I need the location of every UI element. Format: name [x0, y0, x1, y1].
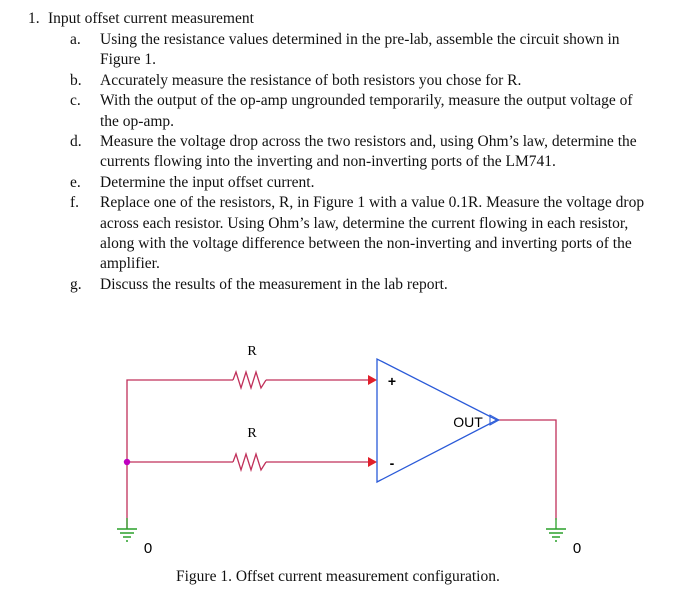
- minus-label: -: [389, 455, 395, 471]
- step-text: Discuss the results of the measurement in the lab report.: [100, 275, 448, 293]
- step-text: Determine the input offset current.: [100, 173, 315, 191]
- ground-left-label: 0: [143, 540, 153, 557]
- figure-caption: Figure 1. Offset current measurement configuration.: [176, 568, 500, 585]
- step-text: Using the resistance values determined in the pre-lab, assemble the circuit shown in Figure 1.: [100, 31, 620, 69]
- resistor-bottom: [233, 454, 266, 470]
- ground-left-symbol: [117, 518, 137, 541]
- resistor-top: [233, 372, 266, 388]
- ground-right-symbol: [546, 518, 566, 541]
- step-text: With the output of the op-amp ungrounded temporarily, measure the output voltage of the op-amp.: [100, 92, 633, 130]
- resistor-bottom-label: R: [247, 426, 257, 441]
- step-marker: b.: [70, 71, 82, 89]
- step-text: Accurately measure the resistance of both resistors you chose for R.: [100, 71, 522, 89]
- plus-label: +: [387, 373, 397, 389]
- junction-node: [124, 459, 130, 465]
- step-marker: g.: [70, 275, 82, 293]
- section-title: Input offset current measurement: [48, 10, 254, 27]
- arrow-minus: [368, 457, 377, 467]
- step-marker: a.: [70, 31, 81, 48]
- step-marker: e.: [70, 173, 81, 191]
- ground-right-label: 0: [572, 540, 582, 557]
- arrow-plus: [368, 375, 377, 385]
- step-text: Replace one of the resistors, R, in Figure 1 with a value 0.1R. Measure the voltage drop across each resistor. Using Ohm’s law, determine the current flowing in each resistor, along with the voltage difference between the non-inverting and inverting ports of the amplifier.: [100, 194, 645, 273]
- step-marker: d.: [70, 133, 82, 151]
- wire-output: [498, 420, 556, 520]
- output-label: OUT: [453, 414, 483, 430]
- section-number: 1.: [28, 10, 40, 27]
- wire-top: [127, 380, 233, 529]
- step-marker: c.: [70, 92, 81, 110]
- step-marker: f.: [70, 194, 80, 212]
- resistor-top-label: R: [247, 344, 257, 359]
- step-text: Measure the voltage drop across the two resistors and, using Ohm’s law, determine the currents flowing into the inverting and non-inverting ports of the LM741.: [100, 133, 637, 171]
